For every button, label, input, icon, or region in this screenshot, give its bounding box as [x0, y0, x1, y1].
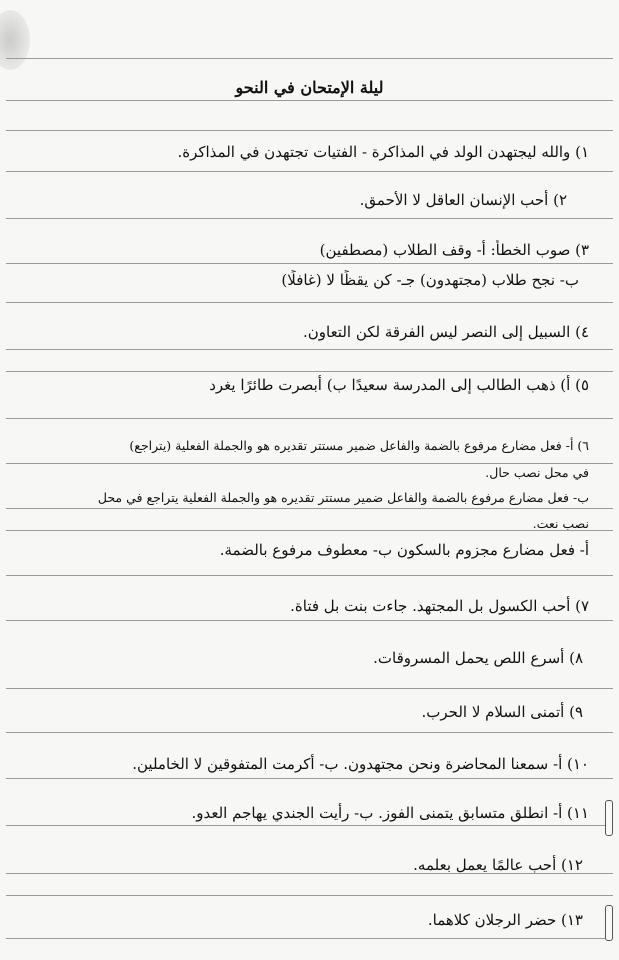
- ruled-line: [6, 418, 613, 419]
- ruled-line: [6, 218, 613, 219]
- ruled-line: [6, 938, 613, 939]
- answer-line-5: ٥) أ) ذهب الطالب إلى المدرسة سعيدًا ب) أبصرت طائرًا يغرد: [209, 376, 589, 394]
- answer-line-11: ١١) أ- انطلق متسابق يتمنى الفوز. ب- رأيت الجندي يهاجم العدو.: [191, 804, 589, 822]
- answer-line-6c: أ- فعل مضارع مجزوم بالسكون ب- معطوف مرفوع بالضمة.: [219, 541, 589, 559]
- answer-line-4: ٤) السبيل إلى النصر ليس الفرقة لكن التعاون.: [302, 323, 589, 341]
- ruled-line: [6, 100, 613, 101]
- ruled-line: [6, 688, 613, 689]
- ruled-line: [6, 58, 613, 59]
- ruled-line: [6, 895, 613, 896]
- answer-line-6a: ٦) أ- فعل مضارع مرفوع بالضمة والفاعل ضمير مستتر تقديره هو والجملة الفعلية (يتراجع): [129, 438, 589, 453]
- ruled-line: [6, 263, 613, 264]
- page-corner-shadow: [0, 10, 30, 70]
- answer-line-6b: ب- فعل مضارع مرفوع بالضمة والفاعل ضمير مستتر تقديره هو والجملة الفعلية يتراجع في محل: [97, 490, 589, 505]
- answer-line-10: ١٠) أ- سمعنا المحاضرة ونحن مجتهدون. ب- أكرمت المتفوقين لا الخاملين.: [132, 755, 589, 773]
- answer-line-3a: ٣) صوب الخطأ: أ- وقف الطلاب (مصطفين): [319, 241, 589, 259]
- answer-line-6a-cont: في محل نصب حال.: [485, 465, 589, 480]
- binder-hole: [605, 800, 613, 836]
- ruled-line: [6, 302, 613, 303]
- answer-line-1: ١) والله ليجتهدن الولد في المذاكرة - الفتيات تجتهدن في المذاكرة.: [177, 143, 589, 161]
- ruled-line: [6, 732, 613, 733]
- answer-line-8: ٨) أسرع اللص يحمل المسروقات.: [373, 649, 583, 667]
- binder-hole: [605, 905, 613, 941]
- answer-line-12: ١٢) أحب عالمًا يعمل بعلمه.: [413, 856, 583, 874]
- ruled-line: [6, 371, 613, 372]
- answer-line-6b-cont: نصب نعت.: [532, 516, 589, 531]
- ruled-line: [6, 825, 613, 826]
- ruled-line: [6, 620, 613, 621]
- answer-line-3b: ب- نجح طلاب (مجتهدون) جـ- كن يقظًا لا (غافلًا): [281, 271, 579, 289]
- ruled-line: [6, 575, 613, 576]
- ruled-line: [6, 130, 613, 131]
- ruled-line: [6, 778, 613, 779]
- answer-line-13: ١٣) حضر الرجلان كلاهما.: [427, 911, 583, 929]
- answer-line-9: ٩) أتمنى السلام لا الحرب.: [421, 703, 583, 721]
- ruled-line: [6, 508, 613, 509]
- answer-line-7: ٧) أحب الكسول بل المجتهد. جاءت بنت بل فتاة.: [290, 597, 589, 615]
- ruled-line: [6, 171, 613, 172]
- page-title: ليلة الإمتحان في النحو: [235, 78, 384, 97]
- answer-line-2: ٢) أحب الإنسان العاقل لا الأحمق.: [359, 191, 567, 209]
- ruled-line: [6, 349, 613, 350]
